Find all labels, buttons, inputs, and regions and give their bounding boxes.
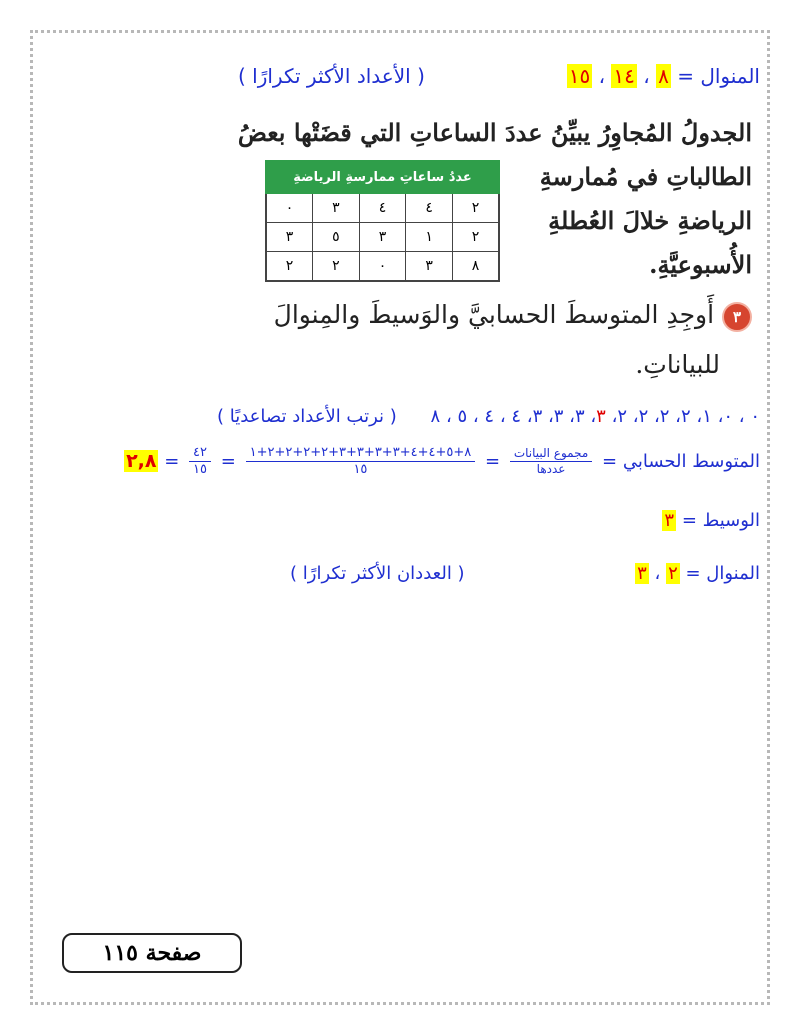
page-number: صفحة ١١٥: [62, 933, 242, 973]
table-cell: ٣: [266, 223, 313, 252]
mean-fraction-words: [510, 447, 592, 476]
fraction-numerator: ٨+٥+٤+٤+٣+٣+٣+٣+٢+٢+٢+٢+١: [246, 446, 476, 462]
mode-label: المنوال =: [685, 563, 760, 584]
mean-fraction-total: [189, 446, 211, 478]
mode-value-2: ٣: [637, 563, 647, 584]
table-cell: ٣: [313, 193, 360, 223]
problem-line-3: الرياضةِ خلالَ العُطلةِ: [548, 206, 752, 235]
table-header: عددُ ساعاتِ ممارسةِ الرياضةِ: [266, 161, 499, 193]
sorted-red-value: ٣: [596, 406, 606, 427]
table-cell: ٤: [406, 193, 453, 223]
sorted-part-1: ٠ ، ٠، ١، ٢، ٢، ٢، ٢،: [605, 406, 760, 427]
separator: ،: [598, 64, 606, 88]
mode-note-bottom: ( العددان الأكثر تكرارًا ): [290, 563, 465, 584]
question-line-1: [274, 300, 752, 332]
mode-value-1: ٨: [658, 64, 669, 88]
median-line: [662, 510, 760, 531]
problem-line-2: الطالباتِ في مُمارسةِ: [539, 162, 752, 191]
mode-line-top: [567, 64, 760, 88]
sorted-part-2: ، ٣، ٣، ٣، ٤ ، ٤ ، ٥ ، ٨: [430, 406, 597, 427]
table-cell: ٠: [266, 193, 313, 223]
separator: ،: [643, 64, 650, 88]
question-text-1: أَوجِدِ المتوسطَ الحسابيَّ والوَسيطَ والمِنوالَ: [273, 300, 715, 329]
mode-label: المنوال =: [677, 64, 760, 88]
mode-note-top: ( الأعداد الأكثر تكرارًا ): [238, 64, 425, 88]
equals-sign: =: [484, 450, 501, 472]
median-label: الوسيط =: [681, 510, 760, 531]
table-cell: ٣: [359, 223, 406, 252]
mean-result: ٢,٨: [126, 449, 157, 472]
table-cell: ٢: [452, 193, 499, 223]
equals-sign: =: [220, 450, 236, 472]
mean-label: المتوسط الحسابي =: [602, 450, 760, 472]
table-cell: ٢: [313, 252, 360, 282]
table-cell: ٥: [313, 223, 360, 252]
table-cell: ٠: [359, 252, 406, 282]
separator: ،: [654, 563, 661, 584]
sorted-note: ( نرتب الأعداد تصاعديًا ): [216, 406, 397, 427]
problem-line-4: الأُسبوعيَّةِ.: [649, 250, 752, 279]
table-row: [266, 223, 499, 252]
question-line-2: للبياناتِ.: [635, 350, 720, 379]
fraction-denominator: ١٥: [353, 461, 368, 477]
mode-value-2: ١٤: [613, 64, 635, 88]
table-cell: ١: [406, 223, 453, 252]
question-number-badge: ٣: [722, 302, 752, 332]
table-row: [266, 193, 499, 223]
fraction-numerator: مجموع البيانات: [510, 447, 592, 462]
fraction-numerator: ٤٢: [189, 446, 211, 462]
equals-sign: =: [164, 450, 180, 472]
table-cell: ٢: [452, 223, 499, 252]
hours-table: [265, 160, 500, 282]
mode-value-1: ٢: [668, 563, 678, 584]
sorted-data-line: [217, 406, 760, 427]
table-cell: ٨: [452, 252, 499, 282]
fraction-denominator: ١٥: [193, 461, 208, 477]
table-cell: ٤: [359, 193, 406, 223]
mean-fraction-sum: [246, 446, 476, 478]
mode-line-bottom: [635, 563, 760, 584]
mean-line: [124, 446, 760, 478]
mode-value-3: ١٥: [568, 64, 591, 88]
table-row: [266, 252, 499, 282]
median-value: ٣: [664, 510, 675, 531]
problem-line-1: الجدولُ المُجاوِرُ يبيِّنُ عددَ الساعاتِ التي قضَتْها بعضُ: [237, 118, 752, 147]
table-cell: ٣: [406, 252, 453, 282]
fraction-denominator: عددها: [536, 461, 566, 476]
table-cell: ٢: [266, 252, 313, 282]
